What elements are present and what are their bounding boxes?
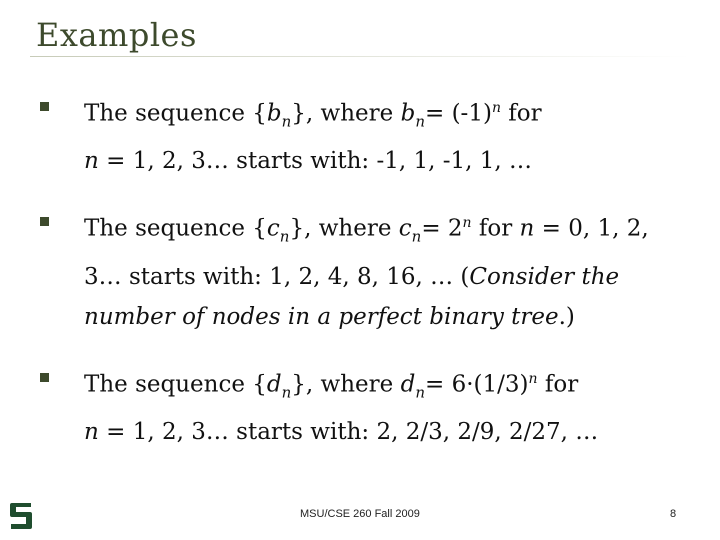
seq-var: d xyxy=(266,371,282,398)
seq-mid: }, where xyxy=(291,371,401,398)
range-text: = 1, 2, 3… starts with: 2, 2/3, 2/9, 2/27, … xyxy=(98,418,599,445)
square-bullet-icon xyxy=(40,102,49,111)
range-var: n xyxy=(519,215,535,242)
def-var: b xyxy=(400,100,416,127)
seq-var: c xyxy=(266,215,280,242)
def-sup: n xyxy=(462,215,472,232)
def-for: for xyxy=(471,215,520,242)
seq-prefix: The sequence { xyxy=(84,371,267,398)
seq-sub: n xyxy=(281,112,292,131)
bullet-list xyxy=(40,88,680,474)
seq-sub: n xyxy=(281,382,292,401)
note-end: .) xyxy=(558,303,575,330)
square-bullet-icon xyxy=(40,217,49,226)
def-eq: = 6·(1/3) xyxy=(425,371,529,398)
def-eq: = (-1) xyxy=(425,100,492,127)
def-var: c xyxy=(398,215,412,242)
bullet-item-d xyxy=(40,359,680,452)
seq-var: b xyxy=(266,100,282,127)
seq-sub: n xyxy=(279,227,290,246)
def-sup: n xyxy=(491,100,501,116)
slide-title: Examples xyxy=(36,16,197,54)
def-var: d xyxy=(400,371,416,398)
range-var: n xyxy=(84,148,99,175)
seq-prefix: The sequence { xyxy=(84,100,267,127)
bullet-item-b xyxy=(40,88,680,181)
title-divider xyxy=(30,56,690,57)
def-sub: n xyxy=(411,227,422,246)
page-number: 8 xyxy=(670,508,677,520)
range-var: n xyxy=(84,418,99,445)
def-for: for xyxy=(537,371,579,398)
square-bullet-icon xyxy=(40,373,49,382)
def-for: for xyxy=(500,100,542,127)
def-eq: = 2 xyxy=(421,215,463,242)
def-sub: n xyxy=(415,112,425,131)
seq-prefix: The sequence { xyxy=(84,215,267,242)
range-text: = 1, 2, 3… starts with: -1, 1, -1, 1, … xyxy=(98,148,533,175)
def-sup: n xyxy=(528,370,538,387)
def-sub: n xyxy=(415,382,425,401)
bullet-item-c xyxy=(40,203,680,336)
range-text: = 0, 1, 2, 3… starts with: 1, 2, 4, 8, 16, … ( xyxy=(84,215,649,290)
seq-mid: }, where xyxy=(291,100,401,127)
msu-spartan-s-logo xyxy=(8,500,34,532)
seq-mid: }, where xyxy=(289,215,399,242)
note-italic: Consider the number of nodes in a perfect binary tree xyxy=(84,263,620,330)
footer-course-label: MSU/CSE 260 Fall 2009 xyxy=(300,508,420,520)
